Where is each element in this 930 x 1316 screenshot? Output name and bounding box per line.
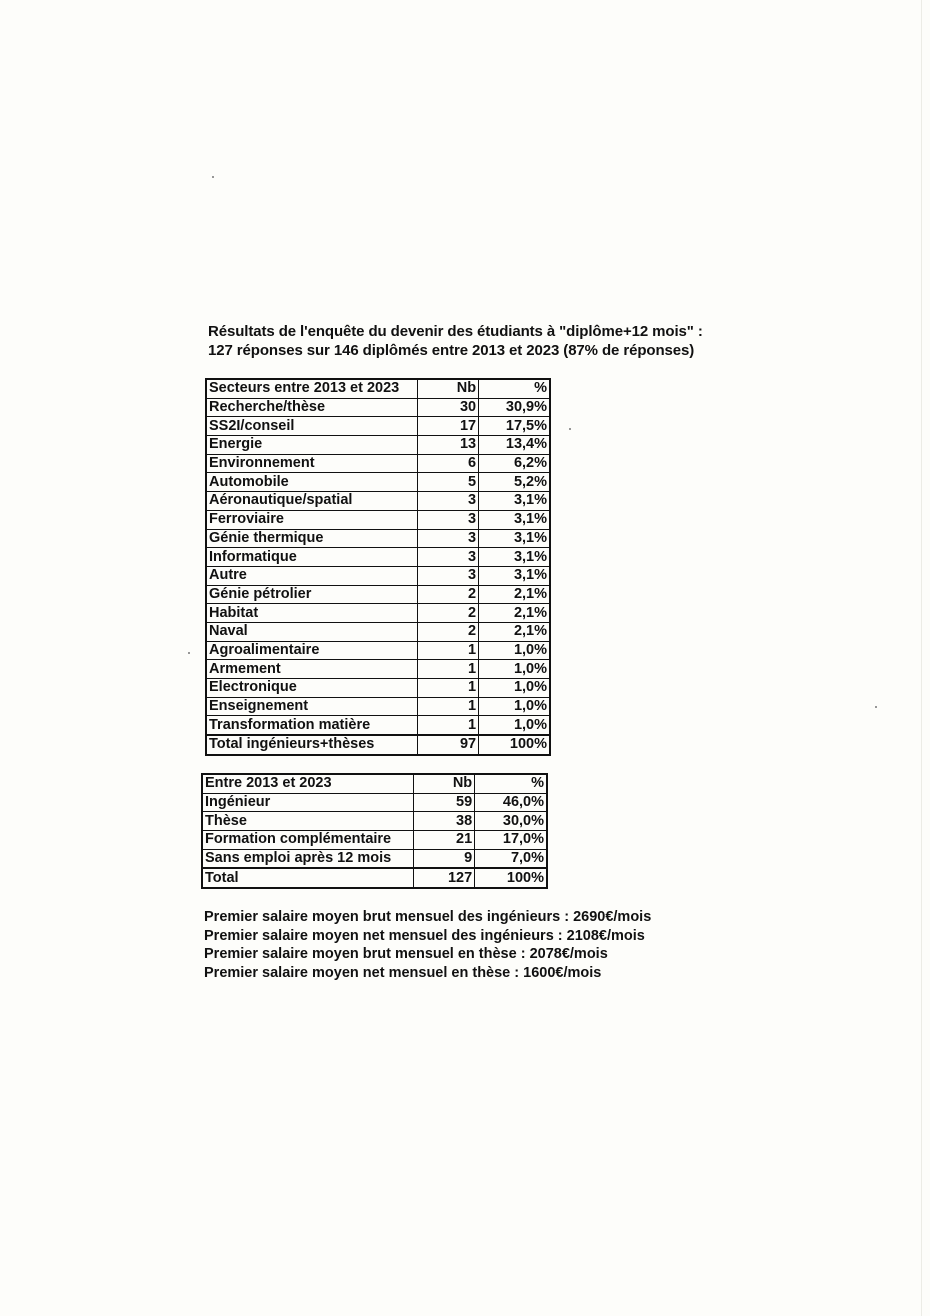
status-total-label: Total [202,868,413,888]
sectors-row-pct: 1,0% [479,641,550,660]
sectors-header-pct: % [479,379,550,398]
sectors-row-pct: 3,1% [479,510,550,529]
sectors-row-pct: 6,2% [479,454,550,473]
sectors-row-nb: 3 [418,529,479,548]
scan-speck [212,176,214,178]
sectors-header-label: Secteurs entre 2013 et 2023 [206,379,418,398]
sectors-table-row [206,398,550,417]
sectors-row-label: SS2I/conseil [206,417,418,436]
sectors-row-label: Automobile [206,473,418,492]
sectors-row-label: Ferroviaire [206,510,418,529]
sectors-row-pct: 2,1% [479,622,550,641]
sectors-row-label: Autre [206,566,418,585]
sectors-table-row [206,436,550,455]
sectors-row-pct: 2,1% [479,585,550,604]
sectors-table-row [206,566,550,585]
sectors-row-nb: 1 [418,679,479,698]
sectors-row-label: Génie thermique [206,529,418,548]
status-header-nb: Nb [413,774,474,793]
sectors-table-row [206,585,550,604]
sectors-row-nb: 2 [418,585,479,604]
sectors-row-nb: 13 [418,436,479,455]
sectors-row-pct: 1,0% [479,679,550,698]
sectors-row-pct: 3,1% [479,566,550,585]
status-table-row [202,793,547,812]
sectors-row-label: Agroalimentaire [206,641,418,660]
sectors-table-row [206,548,550,567]
status-row-label: Thèse [202,812,413,831]
salary-line-net-these: Premier salaire moyen net mensuel en thèse : 1600€/mois [204,964,602,981]
sectors-row-pct: 3,1% [479,529,550,548]
sectors-row-nb: 3 [418,566,479,585]
sectors-table-row [206,641,550,660]
status-row-label: Ingénieur [202,793,413,812]
status-table-row [202,831,547,850]
heading-line-2: 127 réponses sur 146 diplômés entre 2013 et 2023 (87% de réponses) [208,342,695,359]
status-row-pct: 30,0% [475,812,547,831]
sectors-row-nb: 1 [418,660,479,679]
salary-line-brut-ingenieurs: Premier salaire moyen brut mensuel des ingénieurs : 2690€/mois [204,909,652,925]
sectors-row-label: Génie pétrolier [206,585,418,604]
status-table-row [202,812,547,831]
sectors-row-pct: 13,4% [479,436,550,455]
status-table [201,773,548,889]
sectors-row-nb: 6 [418,454,479,473]
sectors-row-label: Informatique [206,548,418,567]
sectors-total-pct: 100% [479,735,550,755]
sectors-table-row [206,716,550,735]
sectors-row-nb: 30 [418,398,479,417]
status-total-pct: 100% [475,868,547,888]
status-row-nb: 59 [413,793,474,812]
sectors-table-row [206,492,550,511]
sectors-table-row [206,529,550,548]
status-row-pct: 7,0% [475,849,547,868]
sectors-row-label: Habitat [206,604,418,623]
sectors-row-nb: 1 [418,697,479,716]
status-total-row [202,868,547,888]
sectors-table-row [206,604,550,623]
sectors-row-nb: 2 [418,604,479,623]
status-table-row [202,849,547,868]
status-row-nb: 38 [413,812,474,831]
sectors-row-pct: 30,9% [479,398,550,417]
status-row-pct: 46,0% [475,793,547,812]
sectors-table-row [206,417,550,436]
sectors-row-label: Electronique [206,679,418,698]
salary-line-brut-these: Premier salaire moyen brut mensuel en thèse : 2078€/mois [204,946,608,962]
sectors-row-pct: 1,0% [479,697,550,716]
status-total-nb: 127 [413,868,474,888]
status-row-pct: 17,0% [475,831,547,850]
sectors-row-nb: 1 [418,716,479,735]
sectors-row-pct: 1,0% [479,716,550,735]
sectors-header-nb: Nb [418,379,479,398]
page-edge-shadow [921,0,922,1316]
status-row-label: Formation complémentaire [202,831,413,850]
sectors-row-label: Recherche/thèse [206,398,418,417]
sectors-row-nb: 3 [418,492,479,511]
sectors-row-nb: 17 [418,417,479,436]
sectors-row-pct: 3,1% [479,548,550,567]
status-header-row [202,774,547,793]
heading-line-1: Résultats de l'enquête du devenir des étudiants à "diplôme+12 mois" : [208,323,703,340]
status-row-label: Sans emploi après 12 mois [202,849,413,868]
sectors-total-nb: 97 [418,735,479,755]
sectors-table-row [206,510,550,529]
sectors-table-row [206,697,550,716]
scan-speck [188,652,190,654]
sectors-row-label: Transformation matière [206,716,418,735]
sectors-row-nb: 3 [418,548,479,567]
sectors-row-label: Environnement [206,454,418,473]
survey-heading [208,322,728,360]
sectors-row-label: Energie [206,436,418,455]
sectors-table-row [206,622,550,641]
sectors-row-nb: 3 [418,510,479,529]
scan-speck [875,706,877,708]
sectors-row-nb: 2 [418,622,479,641]
sectors-table-row [206,660,550,679]
status-row-nb: 9 [413,849,474,868]
status-header-pct: % [475,774,547,793]
sectors-row-label: Naval [206,622,418,641]
sectors-total-label: Total ingénieurs+thèses [206,735,418,755]
sectors-row-nb: 5 [418,473,479,492]
sectors-row-pct: 5,2% [479,473,550,492]
status-row-nb: 21 [413,831,474,850]
sectors-header-row [206,379,550,398]
sectors-table-row [206,679,550,698]
sectors-table-row [206,454,550,473]
sectors-row-pct: 17,5% [479,417,550,436]
sectors-table [205,378,551,756]
sectors-row-nb: 1 [418,641,479,660]
sectors-table-row [206,473,550,492]
salary-line-net-ingenieurs: Premier salaire moyen net mensuel des ingénieurs : 2108€/mois [204,927,645,944]
sectors-row-pct: 1,0% [479,660,550,679]
sectors-row-pct: 2,1% [479,604,550,623]
sectors-total-row [206,735,550,755]
sectors-row-label: Enseignement [206,697,418,716]
scan-speck [569,428,571,430]
salary-summary [204,908,684,982]
status-header-label: Entre 2013 et 2023 [202,774,413,793]
sectors-row-label: Armement [206,660,418,679]
sectors-row-pct: 3,1% [479,492,550,511]
sectors-row-label: Aéronautique/spatial [206,492,418,511]
